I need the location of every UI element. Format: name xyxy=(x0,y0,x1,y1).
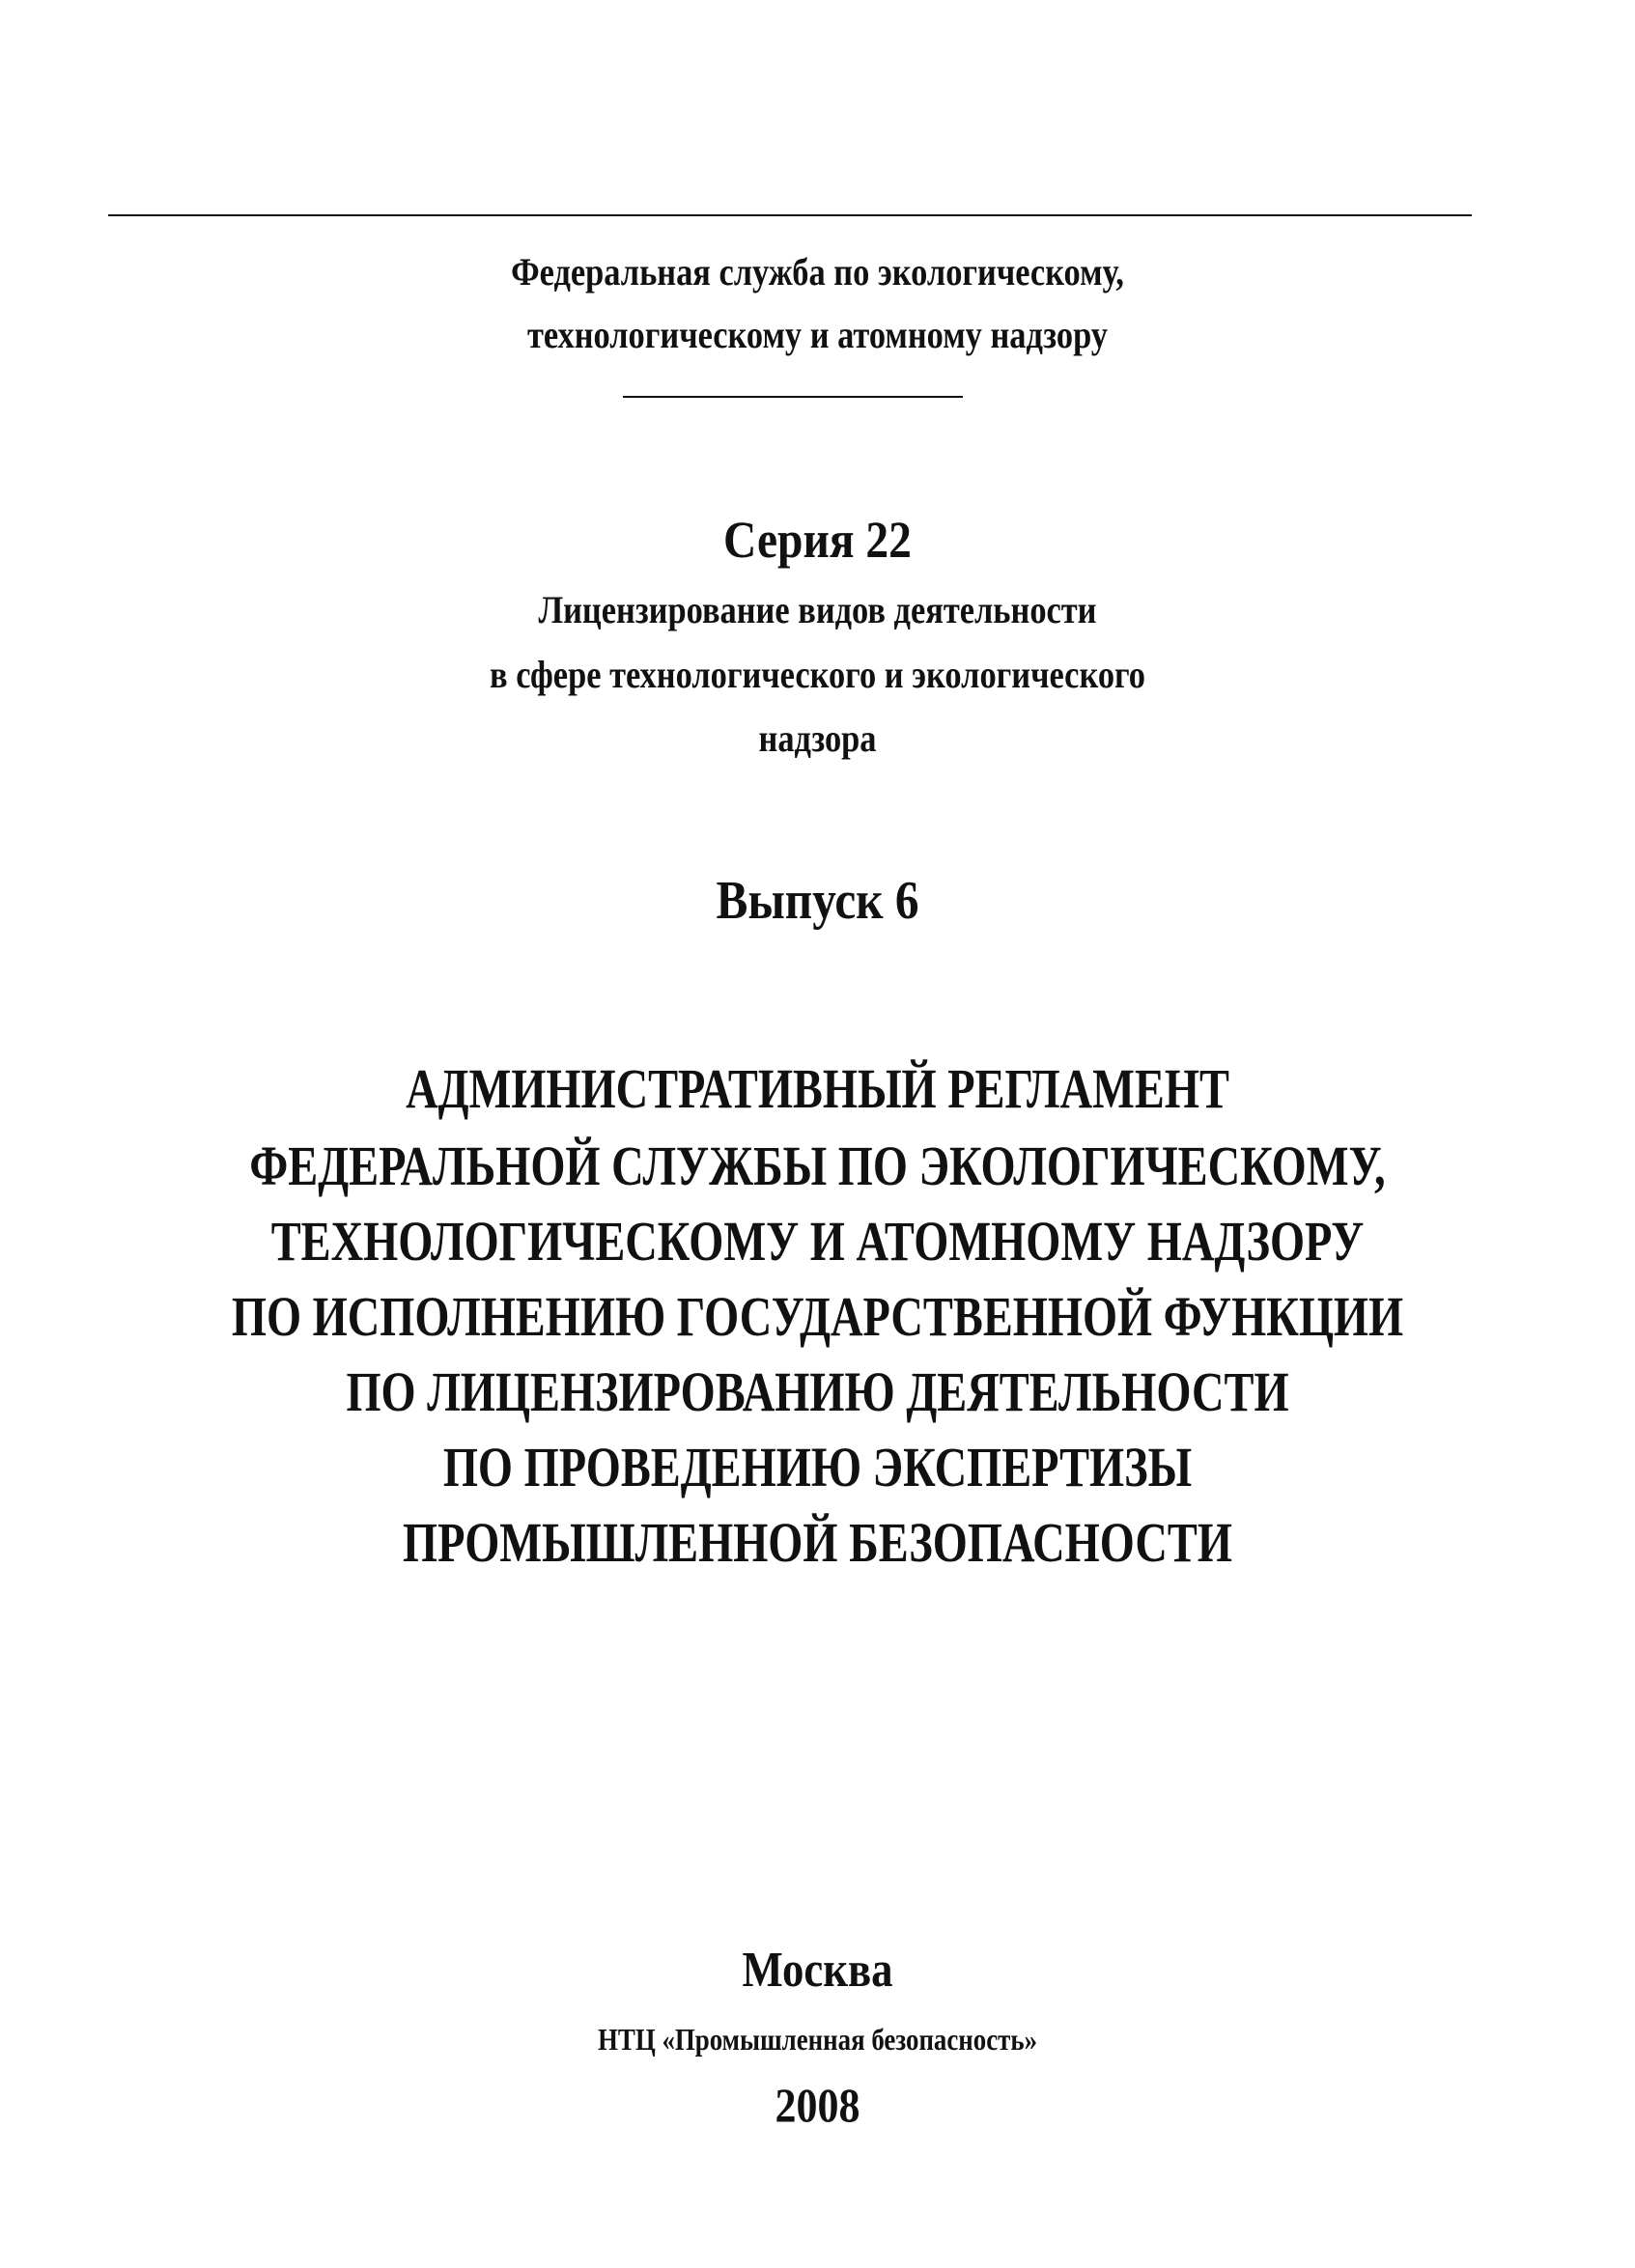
series-description-line-3: надзора xyxy=(758,716,877,760)
main-title-line-3: ТЕХНОЛОГИЧЕСКОМУ И АТОМНОМУ НАДЗОРУ xyxy=(270,1210,1365,1273)
main-title-line-4: ПО ИСПОЛНЕНИЮ ГОСУДАРСТВЕННОЙ ФУНКЦИИ xyxy=(231,1285,1404,1348)
main-title-line-5: ПО ЛИЦЕНЗИРОВАНИЮ ДЕЯТЕЛЬНОСТИ xyxy=(346,1360,1289,1423)
issue-title: Выпуск 6 xyxy=(716,871,919,931)
imprint-city: Москва xyxy=(742,1943,893,1998)
main-title-line-7: ПРОМЫШЛЕННОЙ БЕЗОПАСНОСТИ xyxy=(403,1511,1232,1574)
series-title: Серия 22 xyxy=(723,511,912,569)
main-title-line-2: ФЕДЕРАЛЬНОЙ СЛУЖБЫ ПО ЭКОЛОГИЧЕСКОМУ, xyxy=(249,1134,1386,1197)
series-description-line-2: в сфере технологического и экологического xyxy=(490,653,1145,696)
agency-name-line-1: Федеральная служба по экологическому, xyxy=(511,250,1124,294)
main-title-line-6: ПО ПРОВЕДЕНИЮ ЭКСПЕРТИЗЫ xyxy=(442,1436,1193,1498)
agency-divider xyxy=(623,396,963,398)
series-description-line-1: Лицензирование видов деятельности xyxy=(538,588,1097,631)
top-divider xyxy=(108,214,1472,216)
main-title-line-1: АДМИНИСТРАТИВНЫЙ РЕГЛАМЕНТ xyxy=(406,1057,1229,1120)
imprint-publisher: НТЦ «Промышленная безопасность» xyxy=(597,2022,1038,2057)
imprint-year: 2008 xyxy=(775,2078,860,2132)
agency-name-line-2: технологическому и атомному надзору xyxy=(527,313,1108,356)
